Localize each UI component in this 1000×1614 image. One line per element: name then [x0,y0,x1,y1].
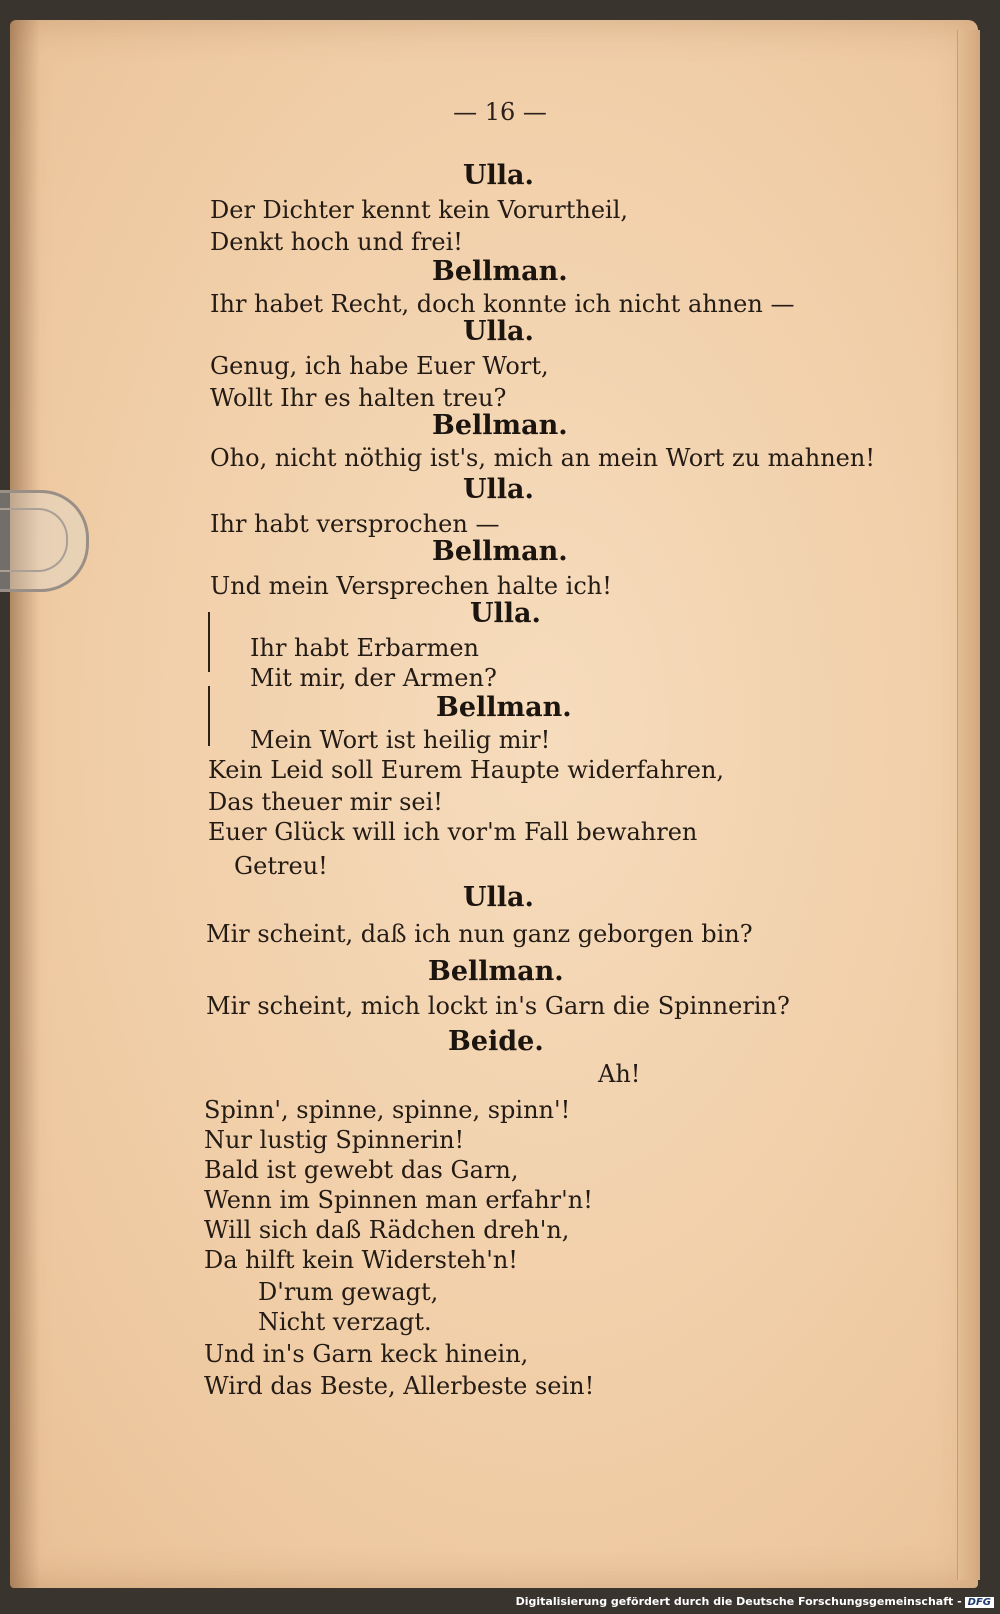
speaker-name: Ulla. [463,160,534,191]
verse-line: Bald ist gewebt das Garn, [204,1156,519,1184]
credit-text: Digitalisierung gefördert durch die Deutsche Forschungsgemeinschaft - [515,1595,962,1608]
verse-line: Genug, ich habe Euer Wort, [210,352,549,380]
speaker-name: Bellman. [436,692,572,723]
verse-line: Mit mir, der Armen? [250,664,497,692]
speaker-name: Bellman. [428,956,564,987]
page-number: — 16 — [453,98,547,126]
verse-line: Wollt Ihr es halten treu? [210,384,507,412]
bracket-line [208,612,210,672]
speaker-name: Ulla. [463,316,534,347]
verse-line: Denkt hoch und frei! [210,228,463,256]
verse-line: Der Dichter kennt kein Vorurtheil, [210,196,629,224]
verse-line: Und in's Garn keck hinein, [204,1340,529,1368]
verse-line: Ah! [598,1060,641,1088]
verse-line: Spinn', spinne, spinne, spinn'! [204,1096,571,1124]
verse-line: Mir scheint, daß ich nun ganz geborgen bin? [206,920,753,948]
verse-line: Euer Glück will ich vor'm Fall bewahren [208,818,698,846]
speaker-name: Ulla. [463,882,534,913]
verse-line: Wenn im Spinnen man erfahr'n! [204,1186,593,1214]
speaker-name: Bellman. [432,410,568,441]
speaker-name: Bellman. [432,536,568,567]
verse-line: Das theuer mir sei! [208,788,443,816]
verse-line: Mir scheint, mich lockt in's Garn die Spinnerin? [206,992,790,1020]
speaker-name: Ulla. [470,598,541,629]
spine-shadow [10,20,40,1588]
verse-line: Oho, nicht nöthig ist's, mich an mein Wort zu mahnen! [210,444,875,472]
verse-line: Da hilft kein Widersteh'n! [204,1246,518,1274]
verse-line: Ihr habet Recht, doch konnte ich nicht ahnen — [210,290,795,318]
speaker-name: Ulla. [463,474,534,505]
bracket-line [208,686,210,746]
verse-line: Und mein Versprechen halte ich! [210,572,612,600]
page-edge [957,30,980,1580]
verse-line: Mein Wort ist heilig mir! [250,726,551,754]
dfg-logo: DFG [965,1597,994,1608]
verse-line: Wird das Beste, Allerbeste sein! [204,1372,595,1400]
verse-line: Nicht verzagt. [258,1308,432,1336]
verse-line: D'rum gewagt, [258,1278,439,1306]
verse-line: Ihr habt Erbarmen [250,634,479,662]
verse-line: Nur lustig Spinnerin! [204,1126,465,1154]
speaker-name: Beide. [448,1026,544,1057]
verse-line: Ihr habt versprochen — [210,510,500,538]
verse-line: Will sich daß Rädchen dreh'n, [204,1216,570,1244]
verse-line: Getreu! [234,852,328,880]
speaker-name: Bellman. [432,256,568,287]
verse-line: Kein Leid soll Eurem Haupte widerfahren, [208,756,725,784]
digitization-credit [516,1595,994,1608]
paper-clip-inner [0,508,68,572]
